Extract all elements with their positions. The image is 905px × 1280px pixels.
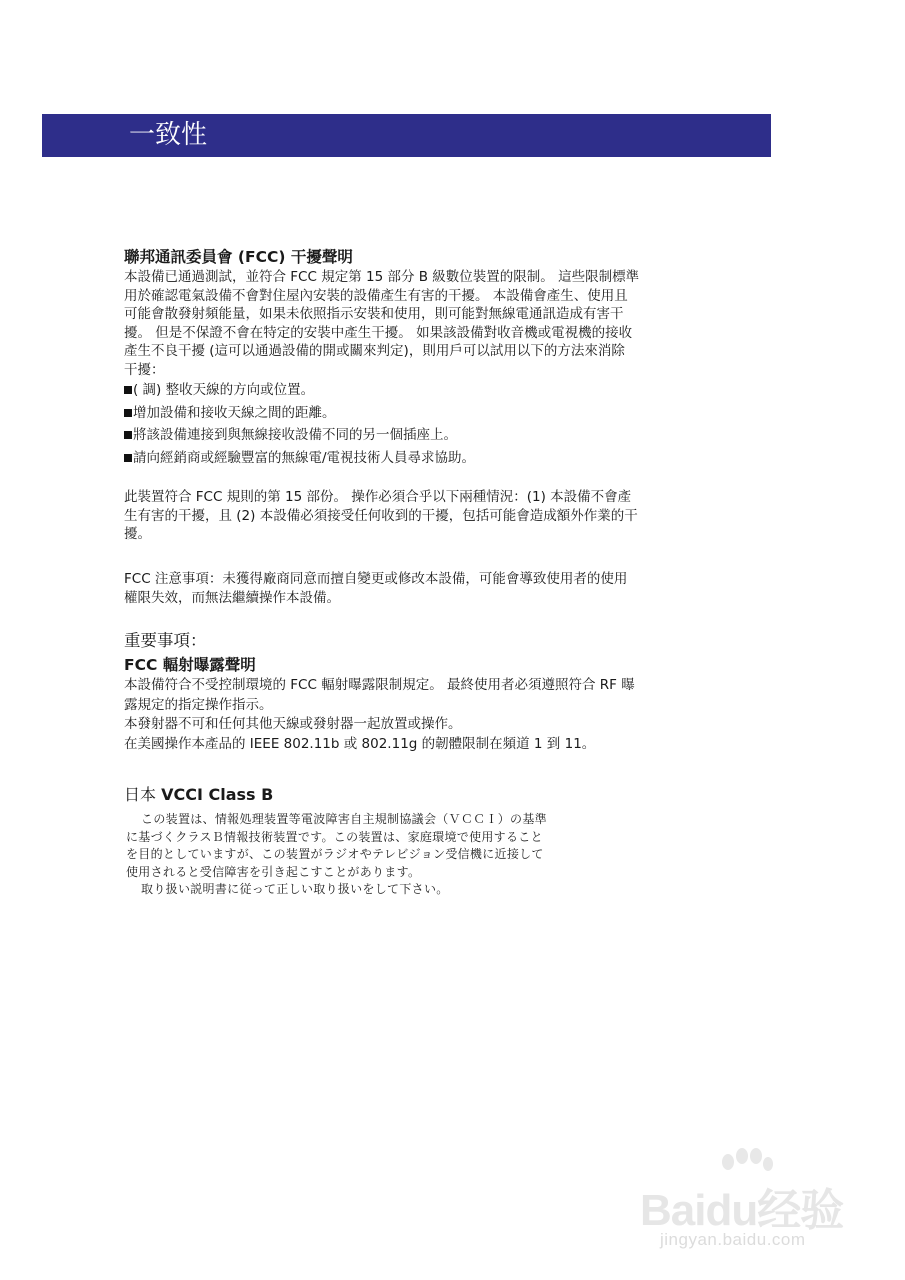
- paragraph-line: 露規定的指定操作指示。: [124, 696, 273, 713]
- watermark-url: jingyan.baidu.com: [660, 1230, 806, 1249]
- paragraph-line: 產生不良干擾 (這可以通過設備的開或關來判定)，則用戶可以試用以下的方法來消除: [124, 343, 625, 359]
- paragraph-line: 生有害的干擾，且 (2) 本設備必須接受任何收到的干擾，包括可能會造成額外作業的干: [124, 507, 638, 524]
- fcc-interference-body: [124, 268, 714, 379]
- list-item: 請向經銷商或經驗豐富的無線電/電視技術人員尋求協助。: [124, 447, 714, 470]
- square-bullet-icon: [124, 454, 132, 462]
- fcc-interference-heading: 聯邦通訊委員會 (FCC) 干擾聲明: [124, 248, 353, 266]
- vcci-line: 取り扱い説明書に従って正しい取り扱いをして下さい。: [126, 882, 449, 896]
- paragraph-line: 擾。 但是不保證不會在特定的安裝中產生干擾。 如果該設備對收音機或電視機的接收: [124, 324, 633, 341]
- fcc-caution-section: [124, 570, 714, 607]
- vcci-line: に基づくクラスＢ情報技術装置です。この装置は、家庭環境で使用すること: [126, 829, 543, 844]
- section-banner: [42, 114, 771, 157]
- vcci-heading: 日本 VCCI Class B: [124, 785, 274, 804]
- rf-exposure-body: [124, 676, 714, 754]
- rf-exposure-heading: FCC 輻射曝露聲明: [124, 656, 256, 674]
- paragraph-line: 本發射器不可和任何其他天線或發射器一起放置或操作。: [124, 716, 462, 732]
- paragraph-line: 本設備已通過測試，並符合 FCC 規定第 15 部分 B 級數位裝置的限制。 這些限制標準: [124, 269, 640, 285]
- square-bullet-icon: [124, 409, 132, 417]
- vcci-line: を目的としていますが、この装置がラジオやテレビジョン受信機に近接して: [126, 847, 544, 861]
- list-item: 將該設備連接到與無線接收設備不同的另一個插座上。: [124, 424, 714, 447]
- paragraph-line: 用於確認電氣設備不會對住屋內安裝的設備產生有害的干擾。 本設備會產生、使用且: [124, 287, 628, 304]
- list-item: 增加設備和接收天線之間的距離。: [124, 402, 714, 425]
- fcc-interference-section: [124, 246, 714, 469]
- square-bullet-icon: [124, 431, 132, 439]
- paragraph-line: 可能會散發射頻能量，如果未依照指示安裝和使用，則可能對無線電通訊造成有害干: [124, 306, 624, 322]
- vcci-statement: [126, 811, 714, 899]
- baidu-watermark: [640, 1148, 870, 1258]
- paragraph-line: 此裝置符合 FCC 規則的第 15 部份。 操作必須合乎以下兩種情況：(1) 本設備不會產: [124, 489, 632, 505]
- paragraph-line: 本設備符合不受控制環境的 FCC 輻射曝露限制規定。 最終使用者必須遵照符合 RF 曝: [124, 677, 635, 693]
- square-bullet-icon: [124, 386, 132, 394]
- watermark-logo: Baidu经验: [640, 1186, 844, 1235]
- paragraph-line: 權限失效，而無法繼續操作本設備。: [124, 589, 340, 606]
- paragraph-line: FCC 注意事項：未獲得廠商同意而擅自變更或修改本設備，可能會導致使用者的使用: [124, 571, 628, 587]
- fcc-part15-section: [124, 488, 714, 544]
- list-item: ( 調) 整收天線的方向或位置。: [124, 379, 714, 402]
- page-title: 一致性: [129, 120, 208, 150]
- important-heading: 重要事項：: [124, 631, 207, 650]
- vcci-line: この装置は、情報処理装置等電波障害自主規制協議会（ＶＣＣＩ）の基準: [126, 812, 547, 826]
- important-section: [124, 628, 714, 754]
- paragraph-line: 干擾：: [124, 361, 165, 378]
- vcci-section: [124, 784, 714, 899]
- vcci-line: 使用されると受信障害を引き起こすことがあります。: [126, 864, 421, 879]
- paragraph-line: 在美國操作本產品的 IEEE 802.11b 或 802.11g 的韌體限制在頻道 1 到 11。: [124, 735, 596, 752]
- paragraph-line: 擾。: [124, 526, 151, 542]
- fcc-bullet-list: [124, 379, 714, 469]
